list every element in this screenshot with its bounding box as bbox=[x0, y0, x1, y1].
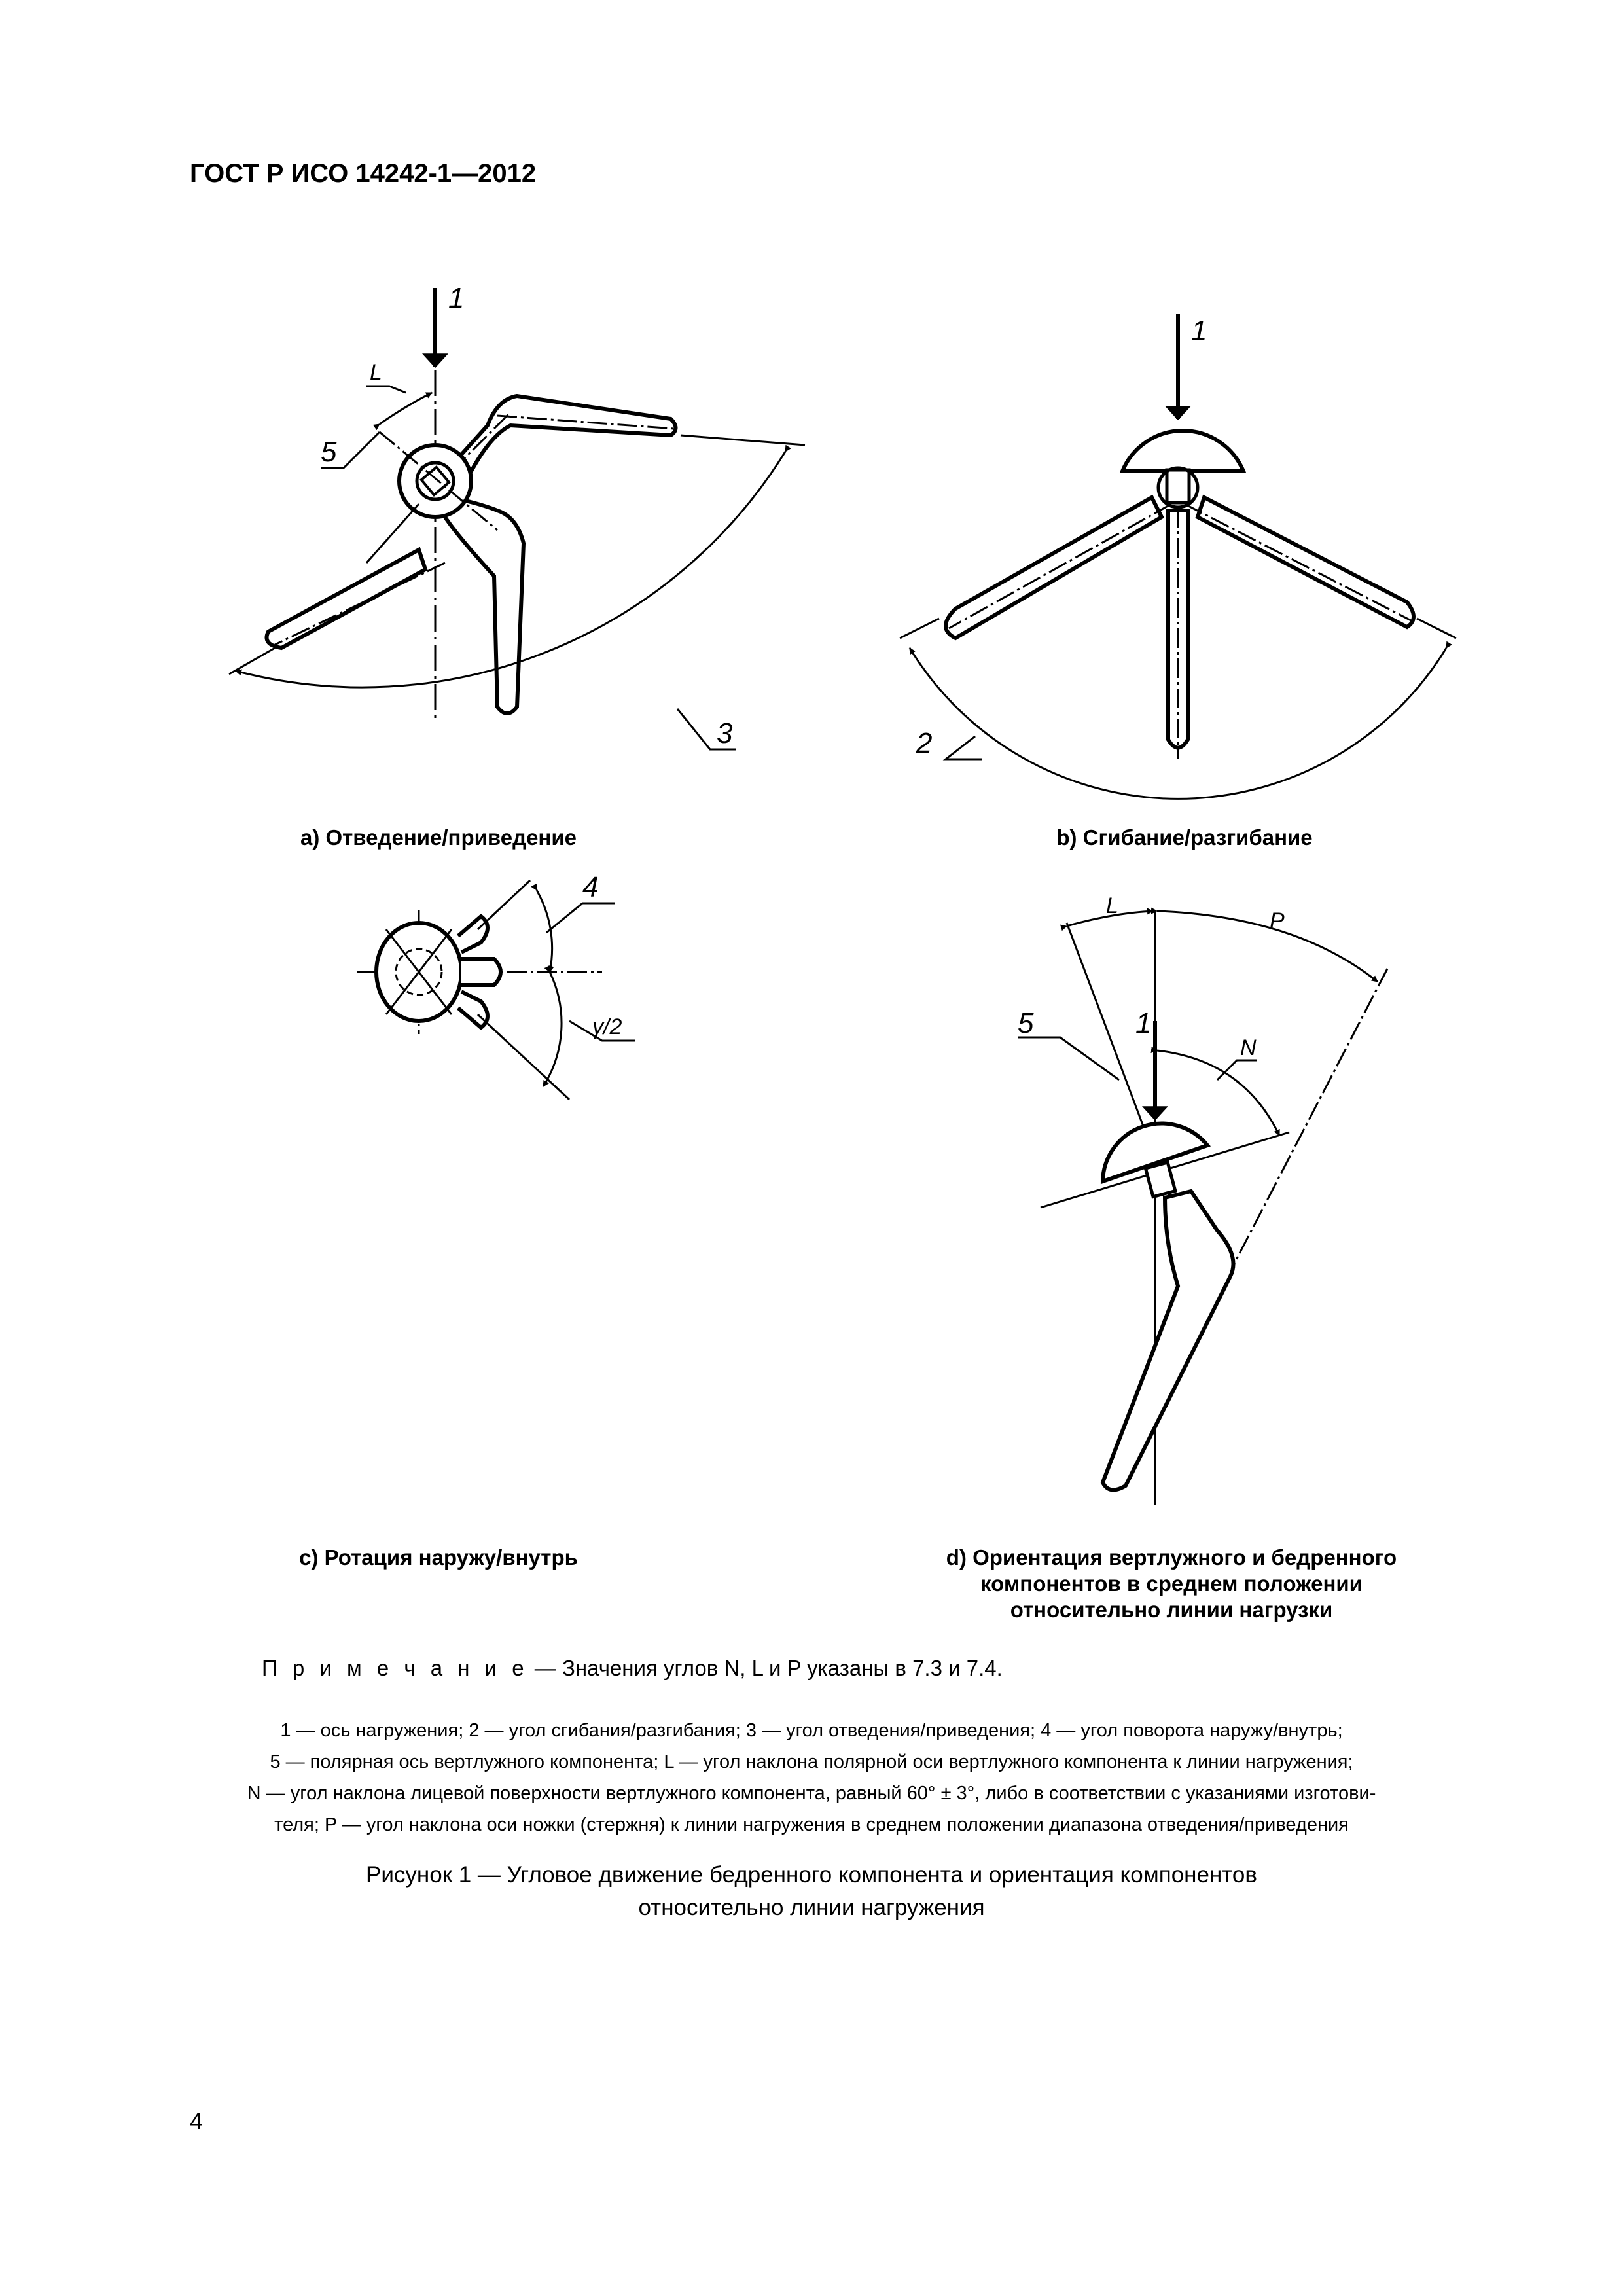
caption-d bbox=[916, 1545, 1427, 1623]
femoral-stem-a bbox=[445, 497, 524, 713]
note bbox=[262, 1656, 1003, 1681]
angle-P-arc bbox=[1157, 911, 1378, 982]
label-gamma-c: γ/2 bbox=[592, 1014, 622, 1039]
label-N-d: N bbox=[1240, 1035, 1257, 1060]
label-P-d: P bbox=[1270, 908, 1285, 933]
label-5-a: 5 bbox=[321, 436, 337, 468]
label-5-d: 5 bbox=[1018, 1007, 1034, 1039]
label-1-d: 1 bbox=[1135, 1007, 1152, 1039]
caption-d-line2: компонентов в среднем положении bbox=[980, 1571, 1363, 1596]
label-2-b: 2 bbox=[916, 727, 933, 759]
femoral-stem-d bbox=[1103, 1191, 1234, 1490]
angle-N-arc bbox=[1157, 1050, 1279, 1136]
rotation-arc-lower bbox=[543, 972, 562, 1086]
document-header: ГОСТ Р ИСО 14242-1—2012 bbox=[190, 159, 537, 188]
page-number: 4 bbox=[190, 2109, 203, 2134]
caption-d-line3: относительно линии нагрузки bbox=[1010, 1598, 1333, 1622]
note-text: — Значения углов N, L и P указаны в 7.3 и 7.4. bbox=[528, 1656, 1003, 1680]
label-1-b: 1 bbox=[1191, 315, 1207, 347]
legend-line-3: N — угол наклона лицевой поверхности вертлужного компонента, равный 60° ± 3°, либо в соответствии с указаниями изготови- bbox=[247, 1783, 1376, 1804]
diagram-c-rotation bbox=[357, 880, 635, 1100]
stem-left-b bbox=[946, 497, 1162, 638]
acetabular-cup-a bbox=[399, 445, 471, 517]
legend-line-1: 1 — ось нагружения; 2 — угол сгибания/разгибания; 3 — угол отведения/приведения; 4 — угол поворота наружу/внутрь; bbox=[280, 1720, 1343, 1741]
legend-line-2: 5 — полярная ось вертлужного компонента; L — угол наклона полярной оси вертлужного компонента к линии нагружения; bbox=[270, 1751, 1353, 1772]
legend-line-4: теля; P — угол наклона оси ножки (стержня) к линии нагружения в среднем положении диапазона отведения/приведения bbox=[274, 1814, 1349, 1835]
diagram-d-orientation bbox=[1018, 910, 1387, 1505]
figure-caption-line-1: Рисунок 1 — Угловое движение бедренного компонента и ориентация компонентов bbox=[366, 1862, 1257, 1888]
caption-d-line1: d) Ориентация вертлужного и бедренного bbox=[946, 1545, 1397, 1570]
diagram-a-abduction bbox=[229, 288, 805, 749]
label-L-a: L bbox=[370, 360, 382, 385]
label-4-c: 4 bbox=[582, 871, 599, 903]
caption-c: c) Ротация наружу/внутрь bbox=[299, 1545, 578, 1570]
figure-caption bbox=[157, 1859, 1466, 1924]
stem-lower-left bbox=[267, 550, 426, 648]
figure-legend bbox=[157, 1715, 1466, 1840]
caption-b: b) Сгибание/разгибание bbox=[1056, 825, 1313, 850]
figure-caption-line-2: относительно линии нагружения bbox=[638, 1895, 985, 1920]
diagram-b-flexion bbox=[900, 314, 1456, 798]
note-prefix: П р и м е ч а н и е bbox=[262, 1656, 529, 1680]
stem-right-b bbox=[1198, 497, 1414, 627]
caption-a: a) Отведение/приведение bbox=[300, 825, 577, 850]
label-L-d: L bbox=[1106, 893, 1118, 918]
stem-upper bbox=[458, 396, 676, 471]
label-1-a: 1 bbox=[448, 282, 465, 314]
label-3-a: 3 bbox=[717, 717, 733, 749]
acetabular-cup-b bbox=[1122, 431, 1243, 471]
